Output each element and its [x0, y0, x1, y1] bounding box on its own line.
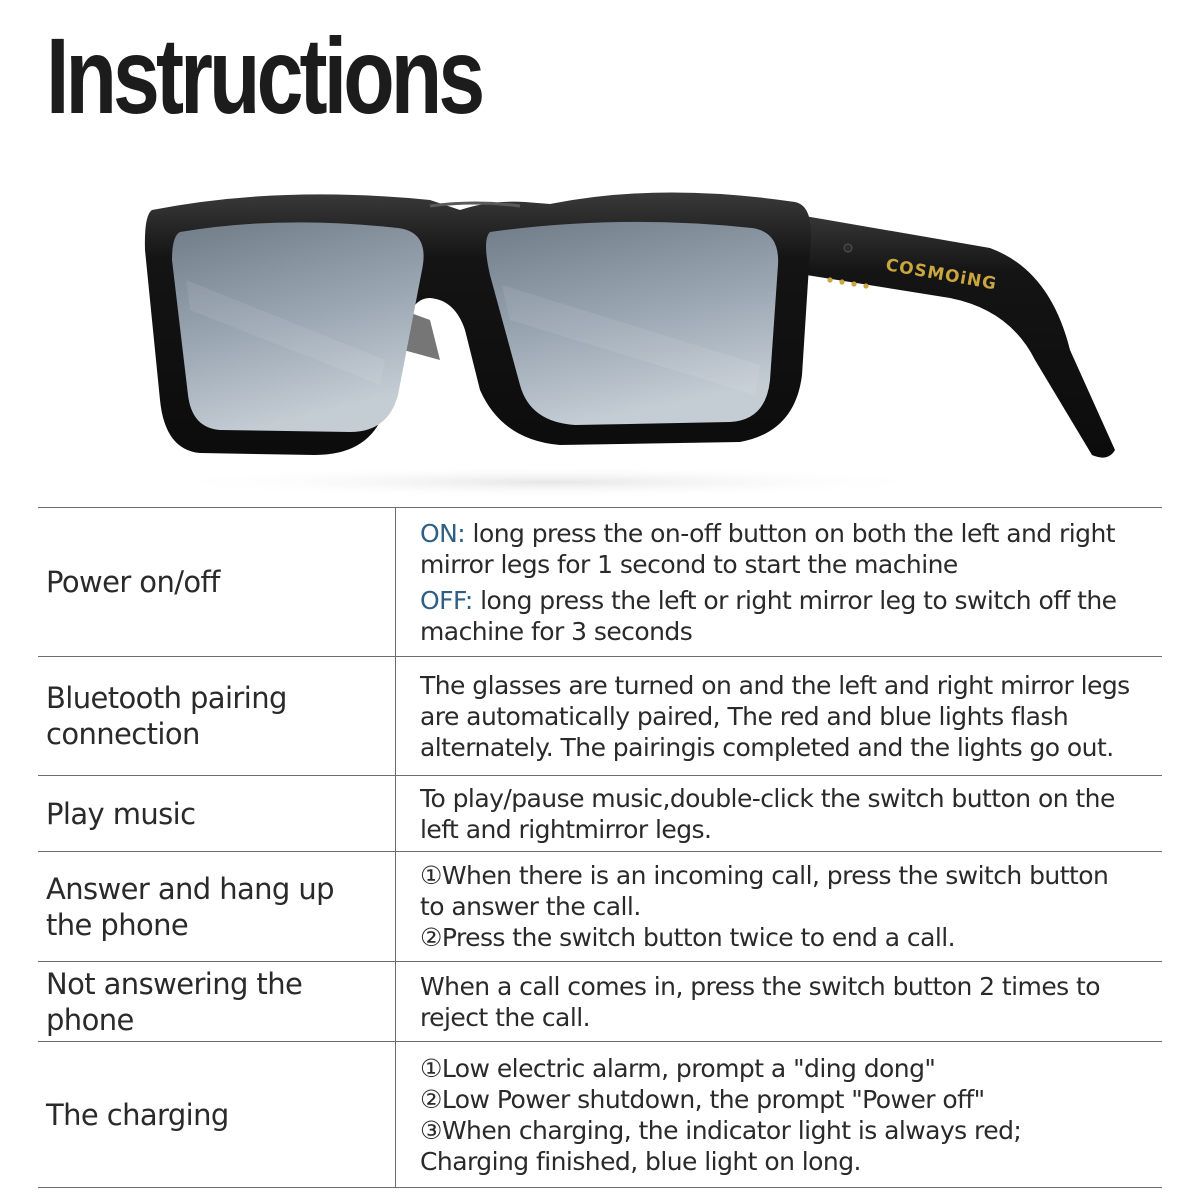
row-description — [396, 508, 1162, 656]
row-label: Power on/off — [38, 508, 396, 656]
off-keyword: OFF: — [420, 585, 473, 615]
row-label: Bluetooth pairing connection — [38, 657, 396, 775]
row-label: The charging — [38, 1042, 396, 1187]
row-label: Play music — [38, 776, 396, 851]
desc-line: left and rightmirror legs. — [420, 814, 712, 844]
desc-line: ③When charging, the indicator light is always red; — [420, 1115, 1022, 1145]
desc-line: ①When there is an incoming call, press the switch button — [420, 861, 1109, 890]
desc-line: alternately. The pairingis completed and the lights go out. — [420, 732, 1114, 762]
desc-line: ②Low Power shutdown, the prompt "Power off" — [420, 1084, 985, 1114]
table-row-answer — [38, 852, 1162, 962]
brand-logo-text: COSMOiNG — [884, 255, 999, 295]
off-text-continued: machine for 3 seconds — [420, 616, 693, 646]
on-text: long press the on-off button on both the left and right — [465, 518, 1116, 548]
table-row-reject — [38, 962, 1162, 1042]
desc-line: ①Low electric alarm, prompt a "ding dong" — [420, 1053, 936, 1083]
sunglasses-image — [130, 170, 1140, 500]
row-description — [396, 962, 1162, 1041]
table-row-charging — [38, 1042, 1162, 1188]
table-row-bluetooth — [38, 657, 1162, 776]
desc-line: Charging finished, blue light on long. — [420, 1146, 861, 1176]
desc-line: reject the call. — [420, 1002, 591, 1032]
off-text: long press the left or right mirror leg to switch off the — [472, 585, 1117, 615]
row-label: Answer and hang up the phone — [38, 852, 396, 961]
table-row-power — [38, 508, 1162, 657]
desc-line: To play/pause music,double-click the switch button on the — [420, 783, 1115, 813]
table-row-music — [38, 776, 1162, 852]
page-title: Instructions — [46, 15, 482, 136]
desc-line: to answer the call. — [420, 892, 641, 921]
row-description — [396, 1042, 1162, 1187]
desc-line: When a call comes in, press the switch button 2 times to — [420, 971, 1101, 1001]
on-keyword: ON: — [420, 518, 466, 548]
desc-line: ②Press the switch button twice to end a call. — [420, 923, 956, 952]
row-label: Not answering the phone — [38, 962, 396, 1041]
desc-line: are automatically paired, The red and blue lights flash — [420, 701, 1069, 731]
off-instruction — [420, 585, 1154, 647]
row-description — [396, 657, 1162, 775]
row-description — [396, 776, 1162, 851]
desc-line: The glasses are turned on and the left and right mirror legs — [420, 670, 1130, 700]
row-description — [396, 852, 1162, 961]
instruction-table — [38, 507, 1162, 1188]
on-text-continued: mirror legs for 1 second to start the machine — [420, 549, 958, 579]
on-instruction — [420, 518, 1154, 580]
